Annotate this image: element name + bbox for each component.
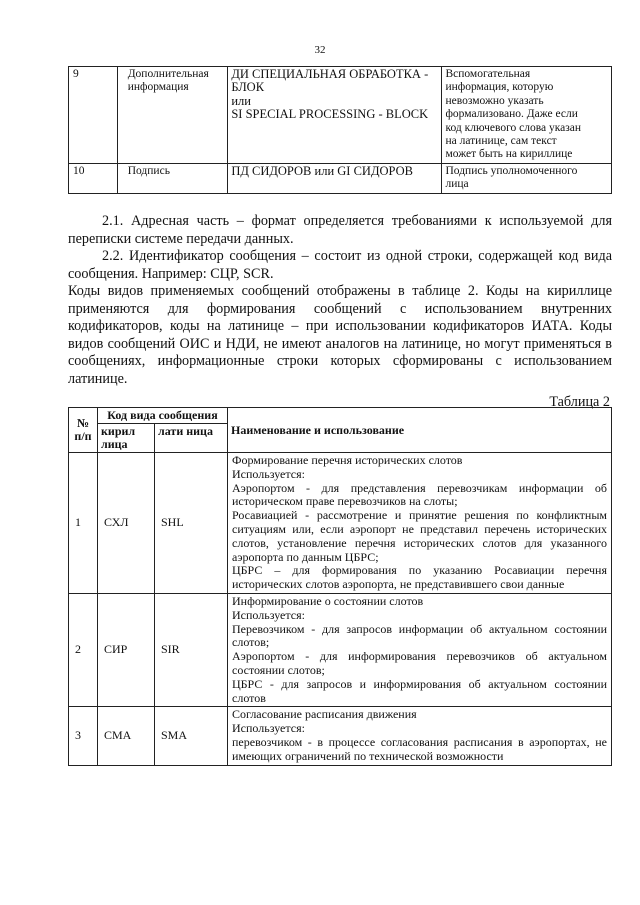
header-cyrillic: кирил лица	[98, 424, 155, 453]
note-line: Подпись уполномоченного	[445, 164, 578, 177]
code-latin: SMA	[155, 707, 228, 765]
field-note	[442, 163, 612, 193]
header-code-group: Код вида сообщения	[98, 408, 228, 424]
row-number: 10	[69, 163, 118, 193]
example-line: ПД СИДОРОВ или GI СИДОРОВ	[231, 163, 413, 178]
header-latin: лати ница	[155, 424, 228, 453]
description-title: Информирование о состоянии слотов	[232, 593, 424, 608]
code-cyrillic: СМА	[98, 707, 155, 765]
note-line: может быть на кириллице	[445, 148, 573, 161]
field-name	[117, 67, 228, 164]
table-row	[69, 163, 612, 193]
description-line: Аэропортом - для информирования перевозчиков об актуальном состоянии слотов;	[232, 649, 607, 677]
note-line: Вспомогательная	[445, 68, 531, 80]
table-row	[69, 593, 612, 706]
keyword-table	[68, 66, 612, 194]
code-latin: SHL	[155, 453, 228, 594]
description-line: Используется:	[232, 607, 305, 622]
description-line: Аэропортом - для представления перевозчикам информации об историческом праве перевозчиков на слоты;	[232, 480, 607, 509]
field-name-line: информация	[127, 81, 189, 94]
table-header-row	[69, 408, 612, 424]
code-latin: SIR	[155, 593, 228, 706]
row-number: 9	[69, 67, 118, 164]
message-codes-table	[68, 407, 612, 766]
description-line: ЦБРС – для формирования по указанию Росавиации перечня исторических слотов аэропорта, не представившего свои данные	[232, 563, 607, 592]
description-line: Используется:	[232, 721, 305, 736]
note-line: код ключевого слова указан	[445, 121, 582, 134]
code-cyrillic: СИР	[98, 593, 155, 706]
row-number: 2	[69, 593, 98, 706]
description-line: Перевозчиком - для запросов информации об актуальном состоянии слотов;	[232, 621, 607, 650]
header-number: № п/п	[69, 408, 98, 453]
field-name-line: Дополнительная	[127, 68, 209, 80]
field-name	[117, 163, 228, 193]
description-line: ЦБРС - для запросов и информирования об актуальном состоянии слотов	[232, 676, 607, 705]
field-example	[228, 67, 442, 164]
example-line: или	[231, 93, 251, 108]
field-note	[442, 67, 612, 164]
description-line: перевозчиком - в процессе согласования расписания в аэропортах, не имеющих ограничений по технической возможности	[232, 734, 607, 763]
note-line: на латинице, сам текст	[445, 135, 557, 148]
note-line: лица	[445, 178, 469, 191]
row-number: 1	[69, 453, 98, 594]
example-line: БЛОК	[231, 80, 265, 95]
field-name-line: Подпись	[127, 164, 170, 177]
table-caption: Таблица 2	[549, 394, 610, 410]
paragraph-message-codes: Коды видов применяемых сообщений отображены в таблице 2. Коды на кириллице применяются для формирования сообщений с использованием внутренних кодификаторов, коды на латинице – при использовании кодификаторов ИАТА. Коды видов сообщений ОИС и НДИ, не имеют аналогов на латинице, но могут применяться в сообщениях, информационные строки которых сформированы с использованием латинице.	[68, 283, 612, 387]
example-line: ДИ СПЕЦИАЛЬНАЯ ОБРАБОТКА -	[231, 67, 429, 81]
row-number: 3	[69, 707, 98, 765]
header-description: Наименование и использование	[228, 408, 612, 453]
description-line: Используется:	[232, 466, 305, 481]
code-description	[228, 453, 612, 594]
page-number: 32	[314, 44, 326, 56]
code-description	[228, 593, 612, 706]
description-title: Согласование расписания движения	[232, 707, 417, 722]
description-line: Росавиацией - рассмотрение и принятие решения по конфликтным ситуациям или, если аэропорт не представил перечень исторических слотов, установление перечня исторических слотов для указанного аэропорта по данным ЦБРС;	[232, 508, 607, 564]
description-title: Формирование перечня исторических слотов	[232, 453, 463, 467]
paragraph-address-part: 2.1. Адресная часть – формат определяется требованиями к используемой для переписки системе передачи данных.	[68, 213, 612, 247]
table-row	[69, 453, 612, 594]
example-line: SI SPECIAL PROCESSING - BLOCK	[231, 107, 429, 122]
note-line: невозможно указать	[445, 94, 544, 107]
field-example	[228, 163, 442, 193]
code-cyrillic: СХЛ	[98, 453, 155, 594]
code-description	[228, 707, 612, 765]
table-row	[69, 67, 612, 164]
note-line: информация, которую	[445, 81, 554, 94]
table-row	[69, 707, 612, 765]
paragraph-message-identifier: 2.2. Идентификатор сообщения – состоит из одной строки, содержащей код вида сообщения. Например: СЦР, SCR.	[68, 248, 612, 282]
note-line: формализовано. Даже если	[445, 108, 578, 121]
